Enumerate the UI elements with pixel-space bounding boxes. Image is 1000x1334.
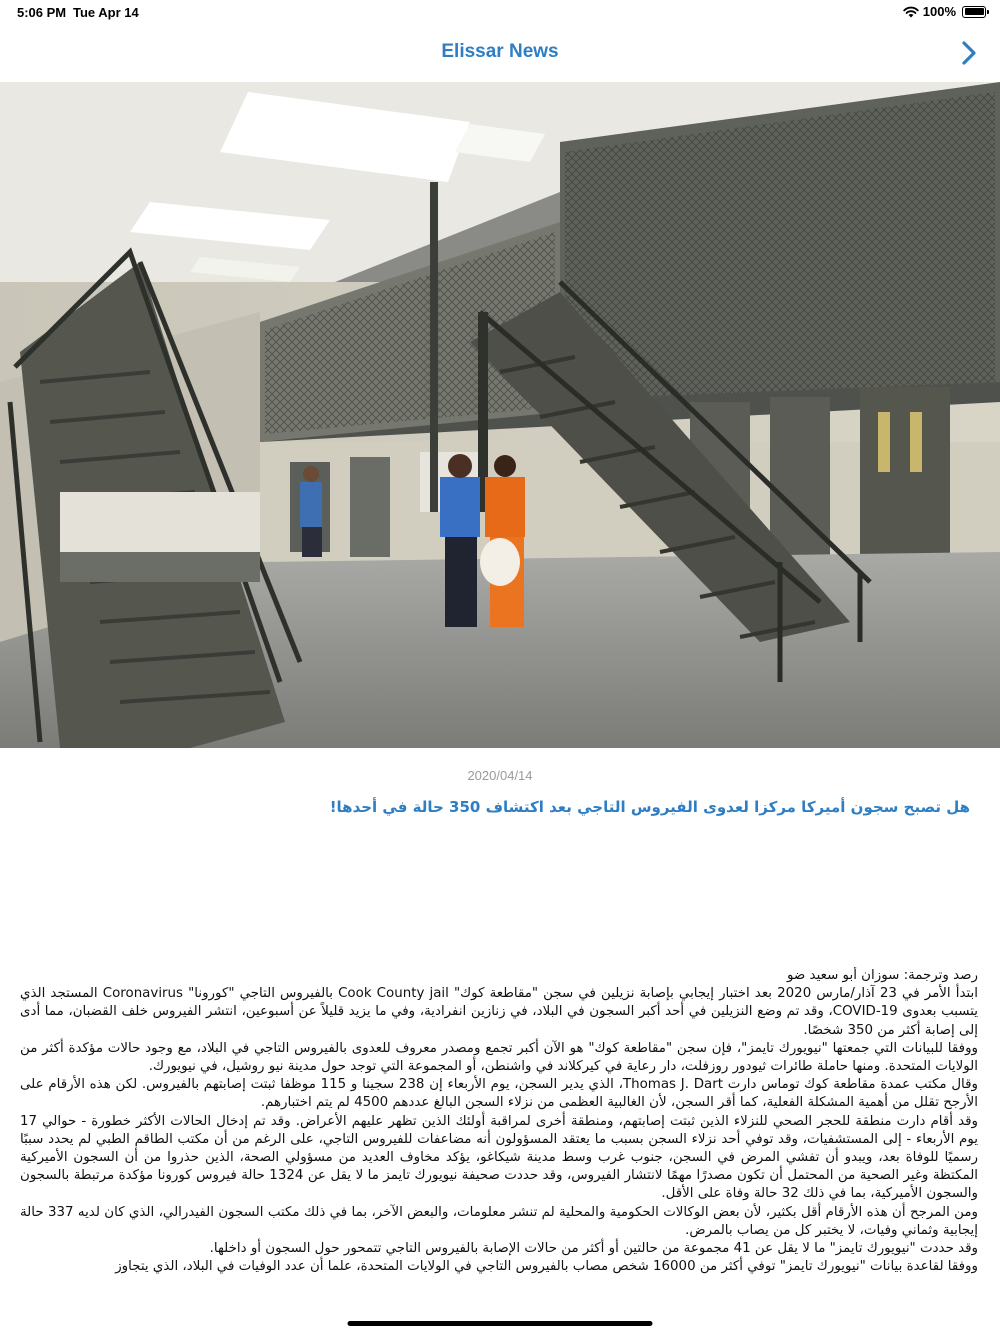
battery-percent: 100% bbox=[922, 4, 956, 19]
status-right bbox=[903, 4, 986, 19]
chevron-right-icon[interactable] bbox=[960, 40, 978, 66]
home-indicator[interactable] bbox=[348, 1321, 653, 1326]
status-bar bbox=[0, 0, 1000, 24]
wifi-icon bbox=[903, 6, 919, 18]
article-paragraph: ووفقا للبيانات التي جمعتها "نيويورك تايمز"، فإن سجن "مقاطعة كوك" هو الآن أكبر تجمع ومصدر معروف للعدوى بالفيروس التاجي في البلاد، مع وجود حالات مؤكدة أكثر من الولايات المتحدة. ومنها حاملة طائرات ثيودور روزفلت، دار رعاية في كيركلاند في واشنطن، أو المجموعة التي توجد حول مدينة نيو روشيل، في نيويورك. bbox=[20, 1040, 978, 1075]
article-date: 2020/04/14 bbox=[467, 768, 533, 783]
battery-icon bbox=[962, 6, 986, 18]
article-body bbox=[20, 967, 978, 1327]
article-paragraph: ومن المرجح أن هذه الأرقام أقل بكثير، لأن بعض الوكالات الحكومية والمحلية لم تنشر معلومات، والبعض الآخر، بما في ذلك مكتب السجون الفيدرالي، الذي كان لديه 337 حالة إيجابية وثماني وفيات، لا يختبر كل من يصاب بالمرض. bbox=[20, 1204, 978, 1238]
jail-interior-photo bbox=[0, 82, 1000, 748]
status-date: Tue Apr 14 bbox=[73, 5, 139, 20]
article-paragraph: ابتدأ الأمر في 23 آذار/مارس 2020 بعد اختبار إيجابي بإصابة نزيلين في سجن "مقاطعة كوك" Cook County jail بالفيروس التاجي "كورونا" Coronavirus المستجد الذي يتسبب بعدوى COVID-19، وقد تم وضع النزيلين في أحد أكبر السجون في البلاد، في زنازين انفرادية، وفي ما يزيد قليلاً عن أسبوعين، انتشر الفيروس خلف القضبان، مما أدى إلى إصابة أكثر من 350 شخصًا. bbox=[20, 986, 978, 1038]
article-title[interactable]: هل تصبح سجون أميركا مركزا لعدوى الفيروس التاجي بعد اكتشاف 350 حالة في أحدها! bbox=[329, 798, 970, 816]
article-paragraph: وقال مكتب عمدة مقاطعة كوك توماس دارت Thomas J. Dart، الذي يدير السجن، يوم الأربعاء إن 238 سجينا و 115 موظفا ثبتت إصابتهم بالفيروس. لكن هذه الأرقام على الأرجح تقلل من أهمية المشكلة الفعلية، كما أقر السجن، لأن الغالبية العظمى من نزلاء السجن البالغ عددهم 4500 لم يتم اختبارهم. bbox=[20, 1077, 978, 1111]
article-paragraph: ووفقا لقاعدة بيانات "نيويورك تايمز" توفي أكثر من 16000 شخص مصاب بالفيروس التاجي في الولايات المتحدة، علما أن عدد الوفيات في البلاد، الذي يتجاوز bbox=[115, 1259, 978, 1275]
article-paragraph: وقد أقام دارت منطقة للحجر الصحي للنزلاء الذين ثبتت إصابتهم، ومنطقة أخرى لمراقبة أولئك الذين تظهر عليهم الأعراض. وقد تم إدخال الحالات الأكثر خطورة - حوالي 17 يوم الأربعاء - إلى المستشفيات، وقد توفي أحد نزلاء السجن بسبب ما يعتقد المسؤولون أنه مضاعفات للفيروس التاجي، على الرغم من أن مكتب الطاقم الطبي لم يحدد سببًا رسميًا للوفاة بعد، ويبدو أن تفشي المرض في السجن، جنوب غرب وسط مدينة شيكاغو، يؤكد مخاوف العديد من مسؤولي الصحة، الذين حذروا من أن السجون الأميركية المكتظة وغير الصحية من المحتمل أن تكون مصدرًا مهمًا لانتشار الفيروس، وقد حددت صحيفة نيويورك تايمز ما لا يقل عن 1324 حالة فيروس كورونا مؤكدة مرتبطة بالسجون والسجون الأميركية، بما في ذلك 32 حالة وفاة على الأقل. bbox=[20, 1113, 978, 1202]
article-paragraph: رصد وترجمة: سوزان أبو سعيد ضو bbox=[787, 968, 978, 983]
article-paragraph: وقد حددت "نيويورك تايمز" ما لا يقل عن 41 مجموعة من حالتين أو أكثر من حالات الإصابة بالفيروس التاجي تتمحور حول السجون أو داخلها. bbox=[209, 1241, 978, 1257]
nav-title: Elissar News bbox=[441, 41, 559, 62]
status-time: 5:06 PM bbox=[17, 5, 67, 20]
navigation-bar bbox=[0, 24, 1000, 82]
